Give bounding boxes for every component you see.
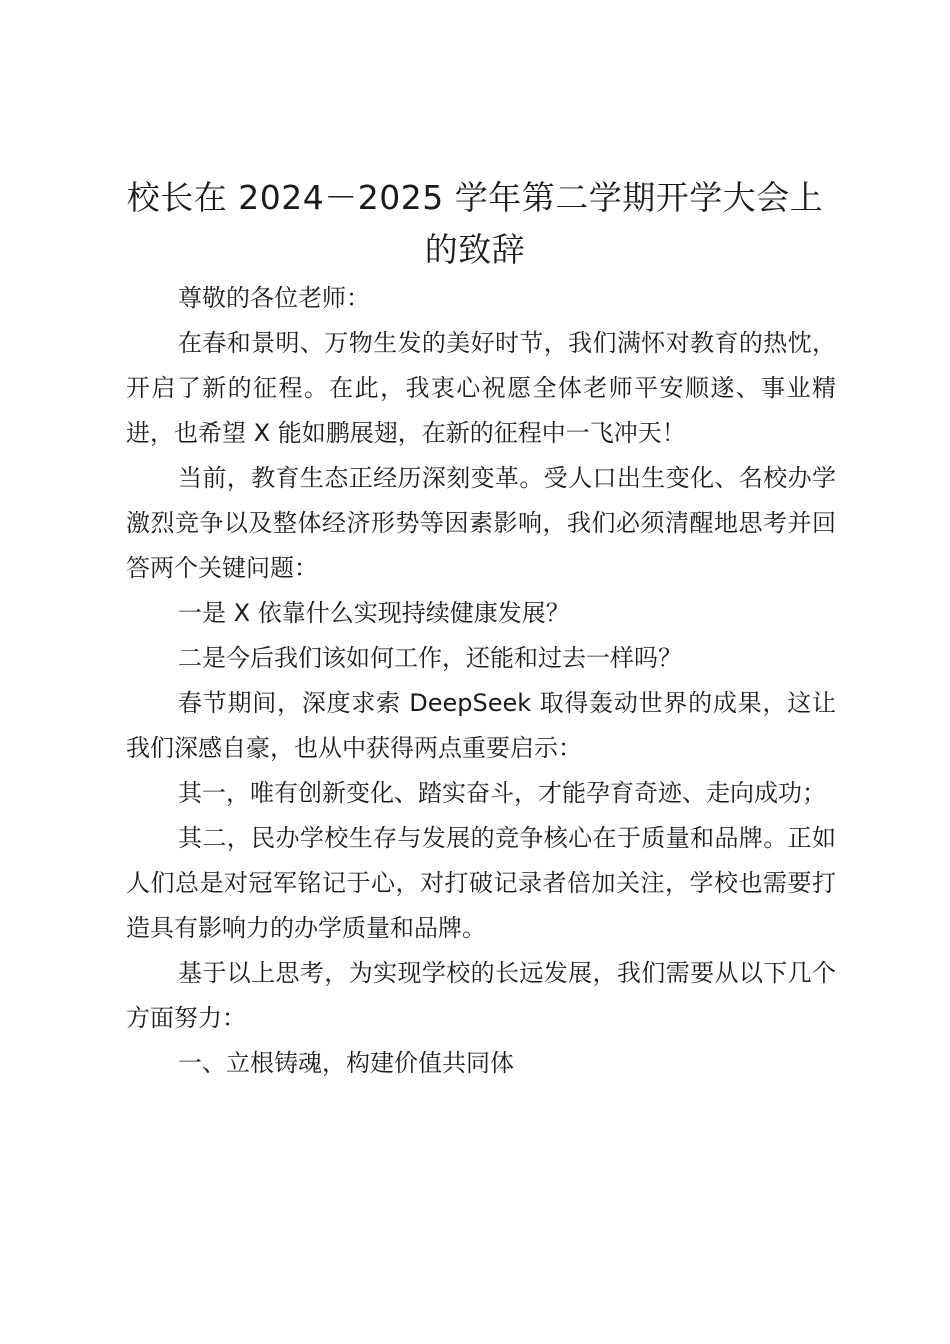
section-heading: 一、立根铸魂，构建价值共同体 [178, 1049, 514, 1077]
paragraph-deepseek: 春节期间，深度求索 DeepSeek 取得轰动世界的成果，这让我们深感自豪，也从中获得两点重要启示： [126, 689, 836, 762]
question-two: 二是今后我们该如何工作，还能和过去一样吗？ [178, 644, 682, 672]
question-one: 一是 X 依靠什么实现持续健康发展？ [178, 599, 570, 627]
document-body [126, 276, 836, 1086]
paragraph-context: 当前，教育生态正经历深刻变革。受人口出生变化、名校办学激烈竞争以及整体经济形势等因素影响，我们必须清醒地思考并回答两个关键问题： [126, 464, 836, 582]
paragraph-opening: 在春和景明、万物生发的美好时节，我们满怀对教育的热忱，开启了新的征程。在此，我衷心祝愿全体老师平安顺遂、事业精进，也希望 X 能如鹏展翅，在新的征程中一飞冲天！ [126, 329, 836, 447]
paragraph-efforts: 基于以上思考，为实现学校的长远发展，我们需要从以下几个方面努力： [126, 959, 836, 1032]
salutation: 尊敬的各位老师： [178, 284, 370, 312]
insight-one: 其一，唯有创新变化、踏实奋斗，才能孕育奇迹、走向成功； [178, 779, 826, 807]
document-title: 校长在 2024－2025 学年第二学期开学大会上的致辞 [126, 178, 824, 269]
insight-two: 其二，民办学校生存与发展的竞争核心在于质量和品牌。正如人们总是对冠军铭记于心，对打破记录者倍加关注，学校也需要打造具有影响力的办学质量和品牌。 [126, 824, 836, 942]
